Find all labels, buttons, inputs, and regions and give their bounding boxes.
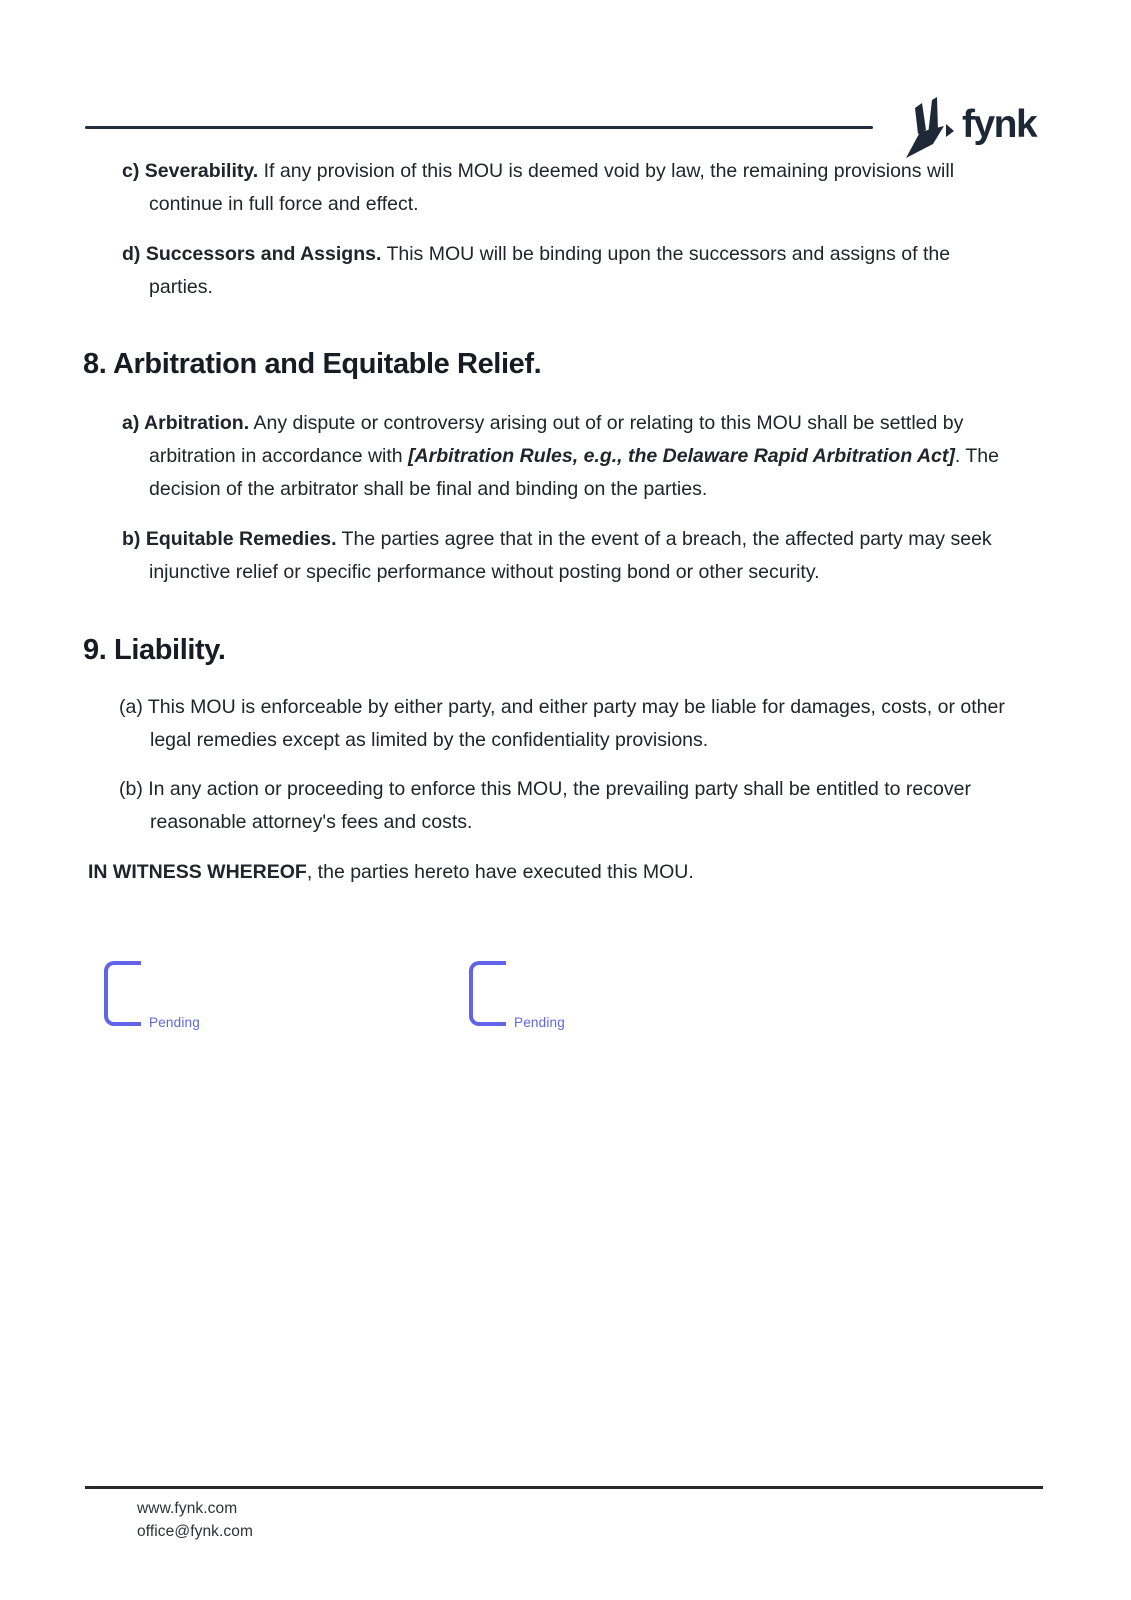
signature-status-badge: Pending	[514, 1015, 565, 1030]
header-divider	[85, 126, 873, 129]
origami-bird-icon	[901, 96, 955, 162]
clause-liability-b: (b) In any action or proceeding to enforce this MOU, the prevailing party shall be entitled to recover reasonable attorney's fees and costs.	[119, 778, 971, 833]
signature-bracket-icon	[104, 961, 141, 1026]
clause-liability-a: (a) This MOU is enforceable by either party, and either party may be liable for damages, costs, or other legal remedies except as limited by the confidentiality provisions.	[119, 696, 1005, 751]
signature-status-badge: Pending	[149, 1015, 200, 1030]
witness-clause: IN WITNESS WHEREOF, the parties hereto have executed this MOU.	[88, 861, 694, 883]
section-8-heading: 8. Arbitration and Equitable Relief.	[83, 348, 542, 380]
footer-email: office@fynk.com	[137, 1523, 254, 1540]
footer-website: www.fynk.com	[137, 1500, 238, 1517]
clause-severability: c) Severability. If any provision of this MOU is deemed void by law, the remaining provisions will continue in full force and effect.	[122, 160, 955, 215]
signature-placeholder-2[interactable]	[469, 961, 679, 1031]
brand-wordmark: fynk	[962, 102, 1037, 146]
footer-divider	[85, 1486, 1043, 1489]
signature-placeholder-1[interactable]	[104, 961, 314, 1031]
signature-bracket-icon	[469, 961, 506, 1026]
clause-successors-assigns: d) Successors and Assigns. This MOU will be binding upon the successors and assigns of the parties.	[122, 243, 951, 298]
clause-arbitration: a) Arbitration. Any dispute or controversy arising out of or relating to this MOU shall be settled by arbitration in accordance with [Arbitration Rules, e.g., the Delaware Rapid Arbitration Act]. The decision of the arbitrator shall be final and binding on the parties.	[122, 412, 999, 500]
clause-equitable-remedies: b) Equitable Remedies. The parties agree that in the event of a breach, the affected party may seek injunctive relief or specific performance without posting bond or other security.	[122, 528, 992, 583]
section-9-heading: 9. Liability.	[83, 634, 226, 666]
brand-logo	[901, 96, 1036, 162]
